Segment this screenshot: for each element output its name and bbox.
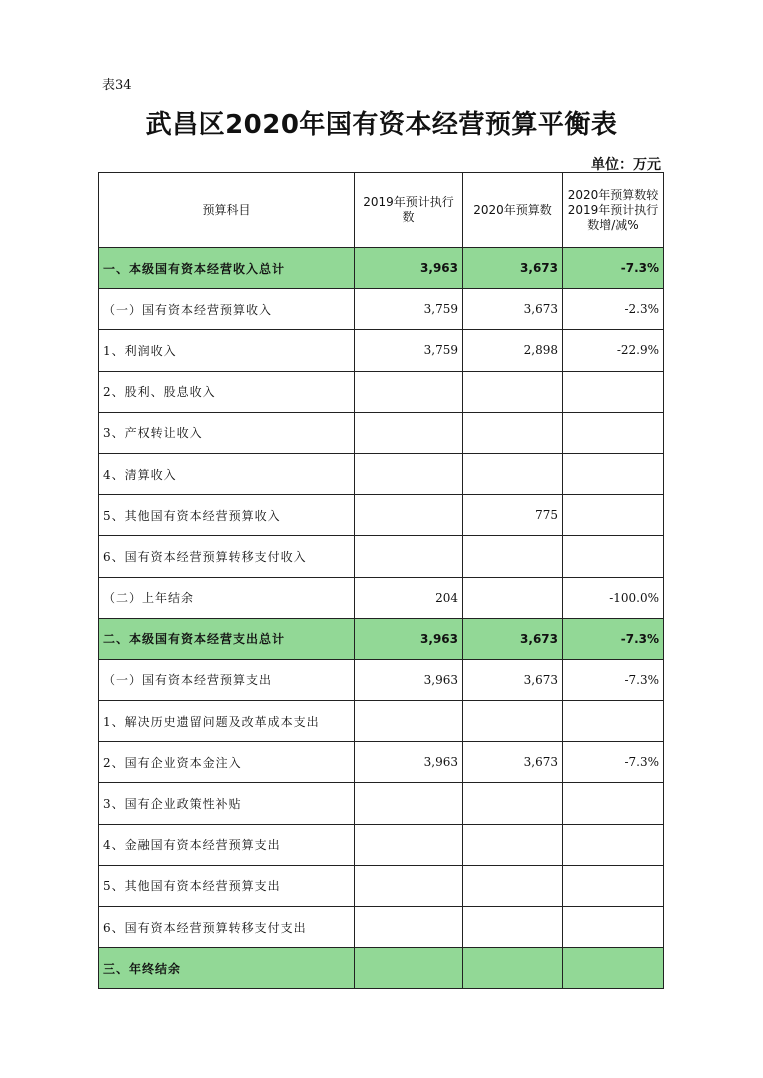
table-row-expenditure-total	[99, 618, 664, 659]
column-header-exec2019: 2019年预计执行数	[355, 173, 463, 248]
row-item: 6、国有资本经营预算转移支付支出	[99, 907, 355, 948]
row-item: 3、国有企业政策性补贴	[99, 783, 355, 824]
table-row-income-total	[99, 248, 664, 289]
row-exec2019	[355, 536, 463, 577]
row-exec2019	[355, 412, 463, 453]
row-exec2019: 3,963	[355, 659, 463, 700]
row-exec2019	[355, 824, 463, 865]
row-exec2019: 3,759	[355, 330, 463, 371]
table-row	[99, 824, 664, 865]
table-row	[99, 495, 664, 536]
table-row	[99, 371, 664, 412]
column-header-change: 2020年预算数较2019年预计执行数增/减%	[563, 173, 664, 248]
table-row	[99, 412, 664, 453]
row-change: -7.3%	[563, 659, 664, 700]
document-title: 武昌区2020年国有资本经营预算平衡表	[145, 110, 618, 140]
table-row	[99, 701, 664, 742]
table-header-row	[99, 173, 664, 248]
row-exec2019	[355, 907, 463, 948]
row-change: -22.9%	[563, 330, 664, 371]
row-exec2019	[355, 371, 463, 412]
row-change	[563, 948, 664, 989]
table-row	[99, 742, 664, 783]
row-item: 4、清算收入	[99, 453, 355, 494]
row-item: 5、其他国有资本经营预算支出	[99, 865, 355, 906]
row-budget2020	[463, 536, 563, 577]
row-item: 3、产权转让收入	[99, 412, 355, 453]
row-exec2019: 3,963	[355, 618, 463, 659]
row-exec2019	[355, 453, 463, 494]
row-change	[563, 536, 664, 577]
row-budget2020	[463, 577, 563, 618]
row-change	[563, 495, 664, 536]
table-row	[99, 907, 664, 948]
row-change: -7.3%	[563, 618, 664, 659]
table-number: 表34	[102, 78, 132, 93]
table-row	[99, 783, 664, 824]
row-change	[563, 701, 664, 742]
row-change: -7.3%	[563, 248, 664, 289]
row-item: 1、利润收入	[99, 330, 355, 371]
row-item: 2、国有企业资本金注入	[99, 742, 355, 783]
row-budget2020	[463, 412, 563, 453]
row-exec2019: 3,759	[355, 289, 463, 330]
table-row	[99, 865, 664, 906]
row-change: -2.3%	[563, 289, 664, 330]
row-item: 2、股利、股息收入	[99, 371, 355, 412]
row-change: -100.0%	[563, 577, 664, 618]
table-row	[99, 659, 664, 700]
row-exec2019	[355, 701, 463, 742]
row-change	[563, 907, 664, 948]
column-header-item: 预算科目	[99, 173, 355, 248]
column-header-budget2020: 2020年预算数	[463, 173, 563, 248]
row-exec2019: 204	[355, 577, 463, 618]
row-item: （一）国有资本经营预算收入	[99, 289, 355, 330]
row-item: 1、解决历史遗留问题及改革成本支出	[99, 701, 355, 742]
row-item: 三、年终结余	[99, 948, 355, 989]
unit-label: 单位：万元	[591, 157, 661, 173]
row-budget2020	[463, 824, 563, 865]
row-budget2020	[463, 783, 563, 824]
row-exec2019	[355, 783, 463, 824]
row-budget2020: 2,898	[463, 330, 563, 371]
row-budget2020	[463, 865, 563, 906]
row-budget2020: 3,673	[463, 289, 563, 330]
row-budget2020: 3,673	[463, 742, 563, 783]
row-budget2020	[463, 371, 563, 412]
row-change: -7.3%	[563, 742, 664, 783]
row-budget2020: 3,673	[463, 248, 563, 289]
row-exec2019	[355, 948, 463, 989]
row-exec2019	[355, 495, 463, 536]
table-row	[99, 289, 664, 330]
row-budget2020	[463, 453, 563, 494]
row-budget2020: 775	[463, 495, 563, 536]
row-change	[563, 824, 664, 865]
row-budget2020: 3,673	[463, 659, 563, 700]
row-budget2020	[463, 907, 563, 948]
table-row	[99, 330, 664, 371]
table-row	[99, 453, 664, 494]
row-change	[563, 371, 664, 412]
row-budget2020	[463, 948, 563, 989]
row-budget2020	[463, 701, 563, 742]
row-item: 一、本级国有资本经营收入总计	[99, 248, 355, 289]
row-item: 5、其他国有资本经营预算收入	[99, 495, 355, 536]
budget-balance-table	[98, 172, 664, 989]
row-item: 6、国有资本经营预算转移支付收入	[99, 536, 355, 577]
row-item: （二）上年结余	[99, 577, 355, 618]
row-change	[563, 412, 664, 453]
row-item: （一）国有资本经营预算支出	[99, 659, 355, 700]
row-item: 二、本级国有资本经营支出总计	[99, 618, 355, 659]
row-exec2019: 3,963	[355, 742, 463, 783]
row-exec2019	[355, 865, 463, 906]
row-exec2019: 3,963	[355, 248, 463, 289]
row-budget2020: 3,673	[463, 618, 563, 659]
table-row	[99, 536, 664, 577]
row-change	[563, 783, 664, 824]
table-row	[99, 577, 664, 618]
table-row-year-end-balance	[99, 948, 664, 989]
row-item: 4、金融国有资本经营预算支出	[99, 824, 355, 865]
row-change	[563, 865, 664, 906]
row-change	[563, 453, 664, 494]
